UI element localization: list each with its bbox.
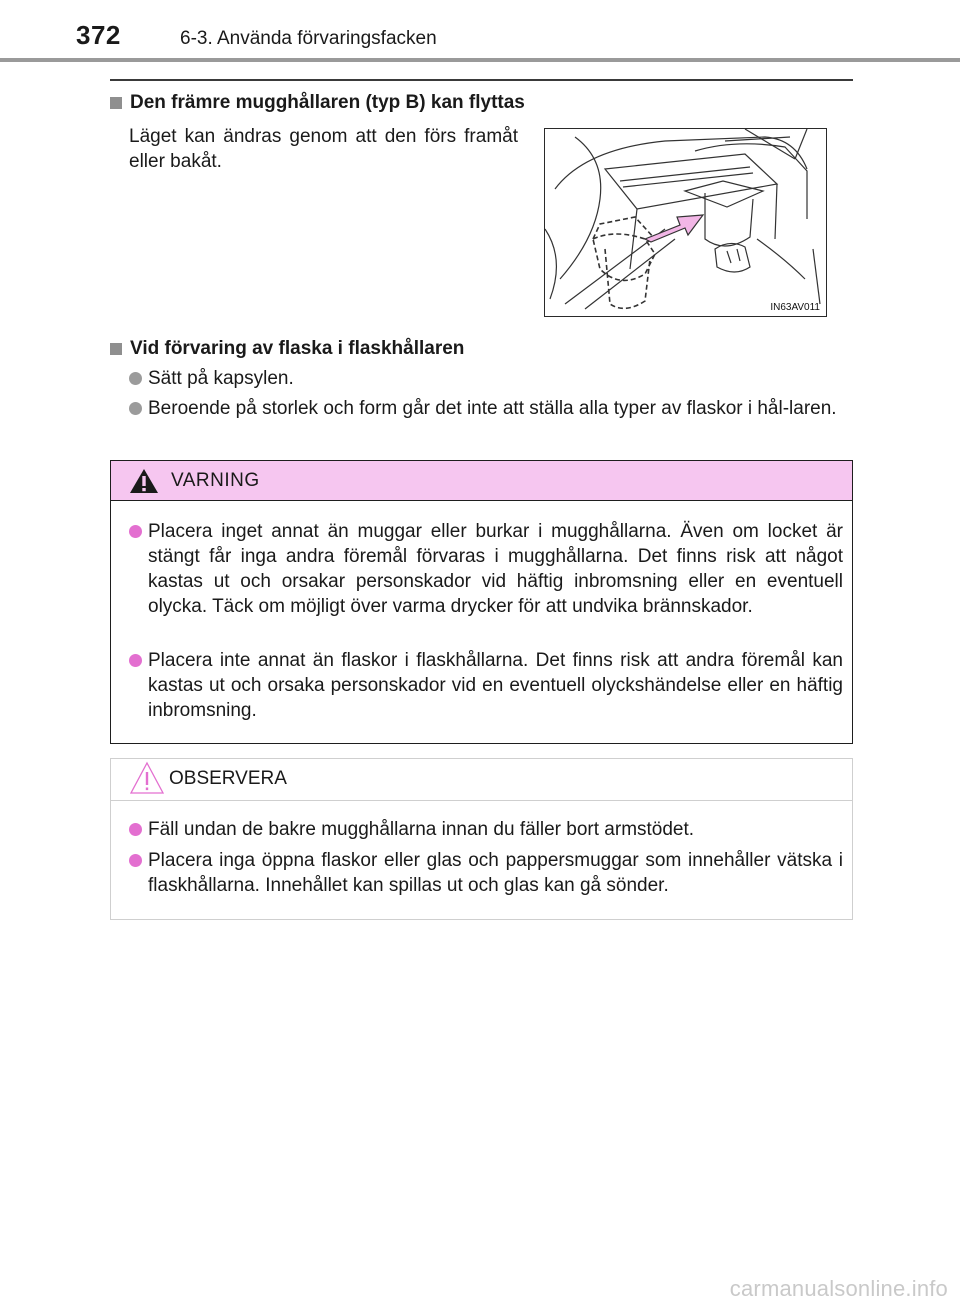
warning-title: VARNING: [171, 470, 260, 491]
caution-triangle-icon: [129, 761, 165, 795]
list-item: Placera inga öppna flaskor eller glas och pappersmuggar som innehåller vätska i flaskhållarna. Innehållet kan spillas ut och glas kan gå sönder.: [129, 848, 843, 898]
section-body-text: Läget kan ändras genom att den förs framåt eller bakåt.: [129, 126, 518, 172]
notice-box: [110, 758, 853, 920]
page-header: [0, 0, 960, 62]
square-bullet-icon: [110, 343, 122, 355]
notice-header: [111, 759, 852, 801]
bullet-dot-icon: [129, 372, 142, 385]
section-rule: [110, 79, 853, 81]
list-item: Beroende på storlek och form går det inte att ställa alla typer av flaskor i hål-laren.: [129, 396, 853, 421]
warning-header: [111, 461, 852, 501]
bullet-dot-icon: [129, 823, 142, 836]
chapter-title: 6-3. Använda förvaringsfacken: [180, 28, 437, 49]
square-bullet-icon: [110, 97, 122, 109]
page-number: 372: [76, 20, 121, 50]
header-rule: [0, 58, 960, 62]
list-item: Fäll undan de bakre mugghållarna innan du fäller bort armstödet.: [129, 817, 843, 842]
cupholder-illustration: [544, 128, 827, 317]
section-heading-text: Vid förvaring av flaska i flaskhållaren: [130, 338, 465, 359]
list-item: Placera inget annat än muggar eller burkar i mugghållarna. Även om locket är stängt får inga andra föremål förvaras i mugghållarna. Det finns risk att något kastas ut och orsakar personskador vid häftig inbromsning eller en eventuell olycka. Täck om möjligt över varma drycker för att undvika brännskador.: [129, 519, 843, 619]
cupholder-drawing: [545, 129, 825, 315]
bullet-dot-icon: [129, 654, 142, 667]
notice-title: OBSERVERA: [169, 768, 287, 789]
warning-triangle-icon: [129, 468, 159, 494]
slide-arrow-icon: [645, 215, 703, 242]
figure-code: IN63AV011: [770, 302, 820, 313]
list-item: Sätt på kapsylen.: [129, 366, 853, 391]
warning-box: [110, 460, 853, 744]
bullet-dot-icon: [129, 525, 142, 538]
section-heading-text: Den främre mugghållaren (typ B) kan flyttas: [130, 92, 525, 113]
bullet-dot-icon: [129, 854, 142, 867]
section-heading-bottle-holder: [110, 338, 464, 360]
list-item: Placera inte annat än flaskor i flaskhållarna. Det finns risk att andra föremål kan kastas ut och orsaka personskador vid en eventuell olyckshändelse eller en häftig inbromsning.: [129, 648, 843, 723]
section-heading-movable-cupholder: [110, 92, 525, 114]
watermark: carmanualsonline.info: [729, 1276, 948, 1301]
bullet-dot-icon: [129, 402, 142, 415]
